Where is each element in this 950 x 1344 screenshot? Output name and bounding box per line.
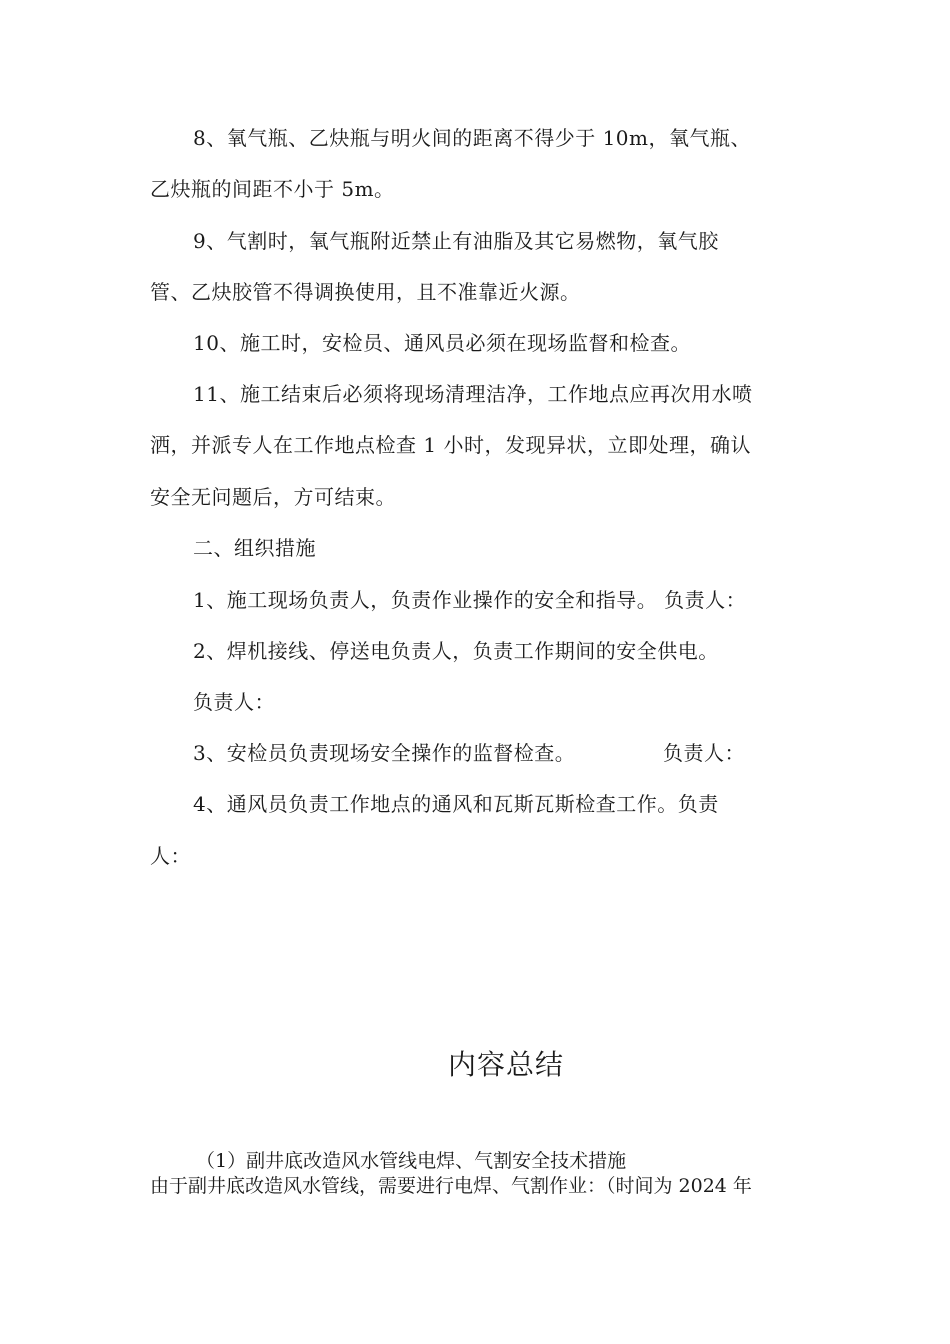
summary-line-2: 由于副井底改造风水管线，需要进行电焊、气割作业：（时间为 2024 年 — [150, 1175, 752, 1197]
paragraph-8-line-1: 8、氧气瓶、乙炔瓶与明火间的距离不得少于 10m，氧气瓶、 — [193, 126, 751, 150]
paragraph-11-line-1: 11、施工结束后必须将现场清理洁净，工作地点应再次用水喷 — [193, 382, 753, 406]
paragraph-11-line-3: 安全无问题后，方可结束。 — [150, 485, 396, 509]
summary-line-1: （1）副井底改造风水管线电焊、气割安全技术措施 — [196, 1150, 627, 1172]
paragraph-11-line-2: 洒，并派专人在工作地点检查 1 小时，发现异状，立即处理，确认 — [150, 433, 751, 457]
org-item-3-text: 3、安检员负责现场安全操作的监督检查。 — [193, 741, 576, 765]
org-item-1: 1、施工现场负责人，负责作业操作的安全和指导。 负责人： — [193, 588, 747, 612]
paragraph-8-line-2: 乙炔瓶的间距不小于 5m。 — [150, 177, 395, 201]
paragraph-10-line-1: 10、施工时，安检员、通风员必须在现场监督和检查。 — [193, 331, 691, 355]
org-item-2-line-1: 2、焊机接线、停送电负责人，负责工作期间的安全供电。 — [193, 639, 719, 663]
org-item-2-line-2: 负责人： — [193, 690, 275, 714]
org-item-4-line-2: 人： — [150, 844, 191, 868]
paragraph-9-line-2: 管、乙炔胶管不得调换使用，且不准靠近火源。 — [150, 280, 581, 304]
summary-title: 内容总结 — [448, 1048, 565, 1081]
org-item-4-line-1: 4、通风员负责工作地点的通风和瓦斯瓦斯检查工作。负责 — [193, 792, 719, 816]
org-item-3-owner: 负责人： — [663, 741, 745, 765]
section-heading-organization: 二、组织措施 — [193, 536, 316, 560]
paragraph-9-line-1: 9、气割时，氧气瓶附近禁止有油脂及其它易燃物，氧气胶 — [193, 229, 719, 253]
